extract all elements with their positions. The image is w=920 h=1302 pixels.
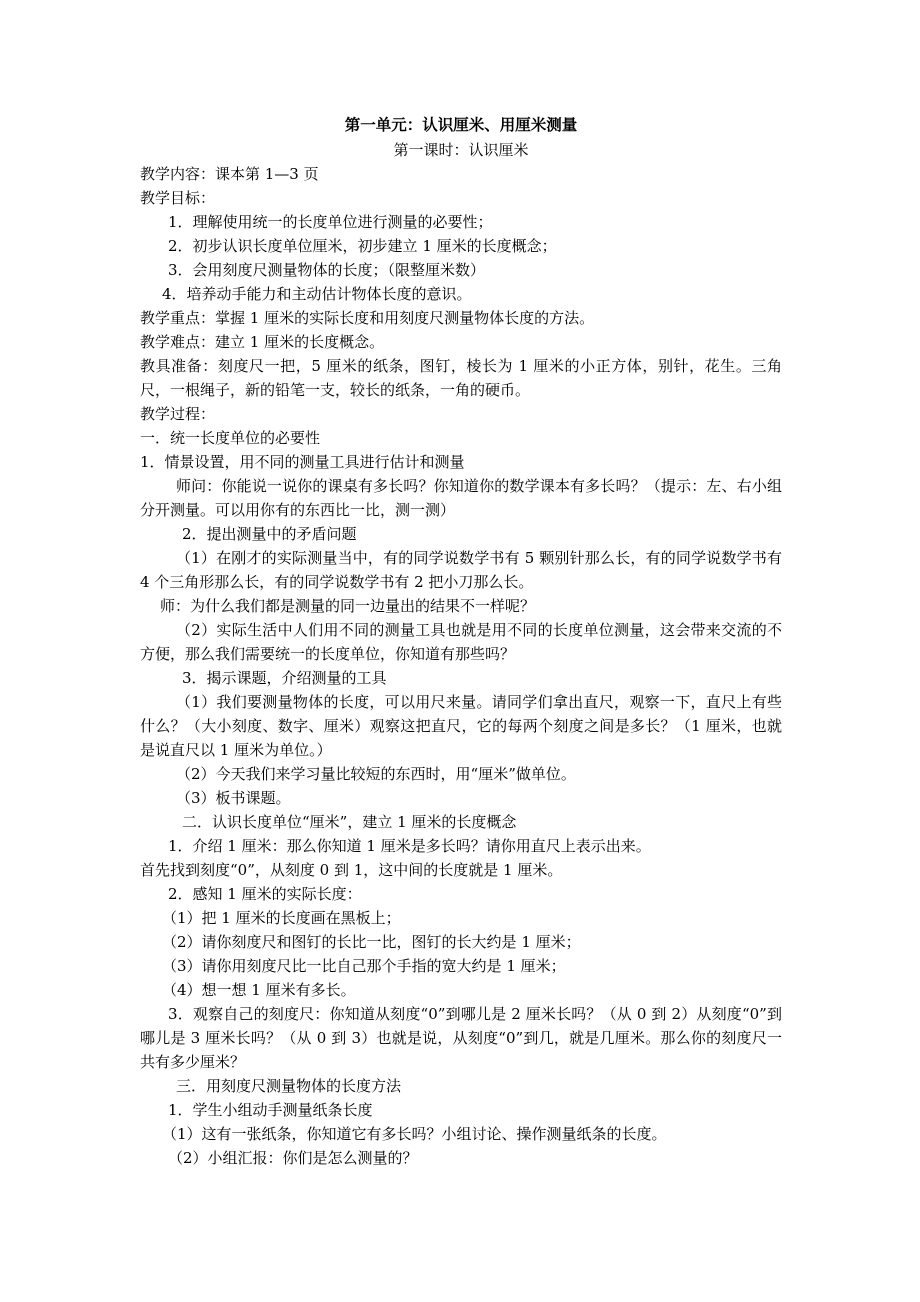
teaching-goals-label: 教学目标： [140, 189, 216, 207]
section-3-heading: 三．用刻度尺测量物体的长度方法 [176, 1077, 402, 1095]
section-2-step-2: 2．感知 1 厘米的实际长度： [168, 885, 362, 903]
section-2-step-2-c: （3）请你用刻度尺比一比自己那个手指的宽大约是 1 厘米； [162, 957, 566, 975]
section-2-step-2-b: （2）请你刻度尺和图钉的长比一比，图钉的长大约是 1 厘米； [162, 933, 581, 951]
teaching-key-point: 教学重点：掌握 1 厘米的实际长度和用刻度尺测量物体长度的方法。 [140, 309, 595, 327]
section-1-step-2-a: （1）在刚才的实际测量当中，有的同学说数学书有 5 颗别针那么长，有的同学说数学书有 4 个三角形那么长，有的同学说数学书有 2 把小刀那么长。 [140, 549, 782, 591]
section-2-step-2-a: （1）把 1 厘米的长度画在黑板上； [162, 909, 401, 927]
teaching-process-label: 教学过程： [140, 405, 216, 423]
section-3-step-1: 1．学生小组动手测量纸条长度 [168, 1101, 373, 1119]
teaching-content: 教学内容：课本第 1—3 页 [140, 165, 319, 183]
section-1-step-2-b: （2）实际生活中人们用不同的测量工具也就是用不同的长度单位测量，这会带来交流的不方便，那么我们需要统一的长度单位，你知道有那些吗？ [140, 621, 782, 663]
teaching-tools: 教具准备：刻度尺一把，5 厘米的纸条，图钉，棱长为 1 厘米的小正方体，别针，花生。三角尺，一根绳子，新的铅笔一支，较长的纸条，一角的硬币。 [140, 357, 782, 399]
section-2-step-3: 3．观察自己的刻度尺：你知道从刻度“0”到哪儿是 2 厘米长吗？（从 0 到 2）从刻度“0”到哪儿是 3 厘米长吗？（从 0 到 3）也就是说，从刻度“0”到几，就是几厘米。那么你的刻度尺一共有多少厘米？ [140, 1005, 782, 1071]
teaching-difficulty: 教学难点：建立 1 厘米的长度概念。 [140, 333, 385, 351]
lesson-plan-document [140, 113, 782, 1170]
section-1-step-3-b: （2）今天我们来学习量比较短的东西时，用“厘米”做单位。 [176, 765, 576, 783]
goal-3: 3．会用刻度尺测量物体的长度；（限整厘米数） [168, 261, 486, 279]
section-1-step-1: 1．情景设置，用不同的测量工具进行估计和测量 [140, 453, 465, 471]
section-3-step-1-b: （2）小组汇报：你们是怎么测量的？ [168, 1149, 418, 1167]
section-1-step-3-c: （3）板书课题。 [176, 789, 291, 807]
goal-1: 1．理解使用统一的长度单位进行测量的必要性； [168, 213, 493, 231]
section-2-step-2-d: （4）想一想 1 厘米有多长。 [162, 981, 356, 999]
goal-4: 4．培养动手能力和主动估计物体长度的意识。 [162, 285, 472, 303]
section-1-step-3-a: （1）我们要测量物体的长度，可以用尺来量。请同学们拿出直尺，观察一下，直尺上有些什么？（大小刻度、数字、厘米）观察这把直尺，它的每两个刻度之间是多长？（1 厘米，也就是说直尺以 1 厘米为单位。） [140, 693, 782, 759]
section-1-step-2: 2．提出测量中的矛盾问题 [182, 525, 357, 543]
section-1-step-3: 3．揭示课题，介绍测量的工具 [182, 669, 387, 687]
section-1-heading: 一．统一长度单位的必要性 [140, 429, 321, 447]
section-3-step-1-a: （1）这有一张纸条，你知道它有多长吗？小组讨论、操作测量纸条的长度。 [162, 1125, 667, 1143]
section-2-step-1: 1．介绍 1 厘米：那么你知道 1 厘米是多长吗？请你用直尺上表示出来。 [168, 837, 651, 855]
section-2-step-1-b: 首先找到刻度“0”，从刻度 0 到 1，这中间的长度就是 1 厘米。 [140, 861, 563, 879]
document-subtitle: 第一课时：认识厘米 [393, 141, 529, 159]
section-2-heading: 二．认识长度单位“厘米”，建立 1 厘米的长度概念 [182, 813, 517, 831]
section-1-step-1-question: 师问：你能说一说你的课桌有多长吗？你知道你的数学课本有多长吗？（提示：左、右小组分开测量。可以用你有的东西比一比，测一测） [140, 477, 782, 519]
document-title: 第一单元：认识厘米、用厘米测量 [344, 115, 578, 134]
goal-2: 2．初步认识长度单位厘米，初步建立 1 厘米的长度概念； [168, 237, 557, 255]
section-1-step-2-teacher: 师：为什么我们都是测量的同一边量出的结果不一样呢？ [160, 597, 536, 615]
